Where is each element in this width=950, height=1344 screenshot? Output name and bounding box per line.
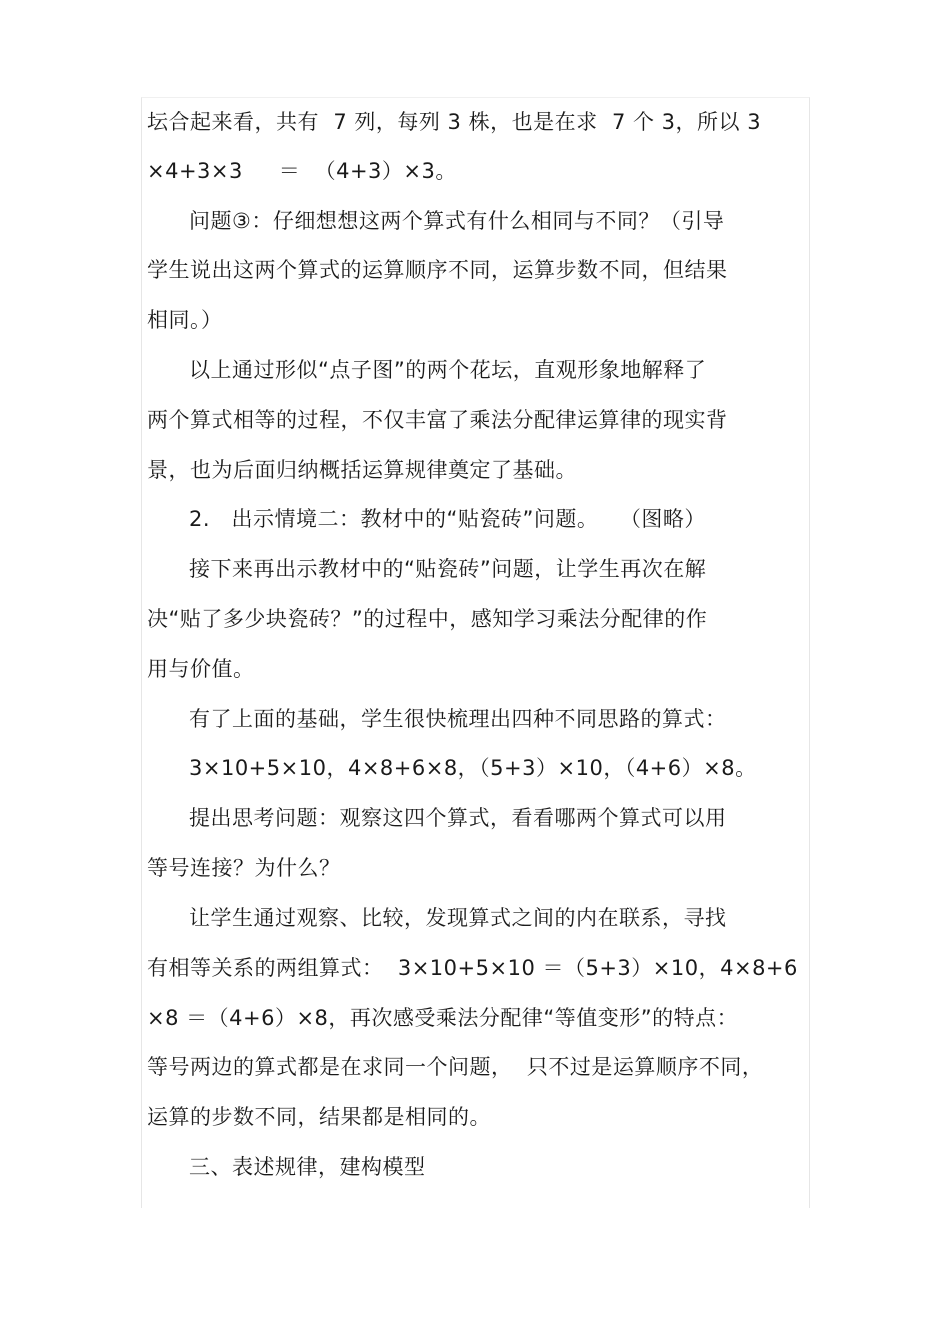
text-line: 有了上面的基础，学生很快梳理出四种不同思路的算式： bbox=[189, 707, 727, 731]
text-line: 相同。） bbox=[147, 308, 223, 332]
text-line: ×8 ＝（4+6）×8，再次感受乘法分配律“等值变形”的特点： bbox=[147, 1006, 739, 1030]
text-line: 两个算式相等的过程，不仅丰富了乘法分配律运算律的现实背 bbox=[147, 408, 728, 432]
text-line: 问题③：仔细想想这两个算式有什么相同与不同？（引导 bbox=[189, 209, 725, 233]
text-line: 运算的步数不同，结果都是相同的。 bbox=[147, 1105, 491, 1129]
section-item-2: 2. 出示情境二：教材中的“贴瓷砖”问题。 （图略） bbox=[189, 507, 706, 531]
text-line: 用与价值。 bbox=[147, 657, 255, 681]
text-line: 接下来再出示教材中的“贴瓷砖”问题，让学生再次在解 bbox=[189, 557, 707, 581]
text-line: 决“贴了多少块瓷砖？”的过程中，感知学习乘法分配律的作 bbox=[147, 607, 708, 631]
text-line: 有相等关系的两组算式： 3×10+5×10 ＝（5+3）×10，4×8+6 bbox=[147, 956, 798, 980]
formula-line: 3×10+5×10，4×8+6×8，（5+3）×10，（4+6）×8。 bbox=[189, 756, 757, 780]
text-line: 等号两边的算式都是在求同一个问题， 只不过是运算顺序不同， bbox=[147, 1055, 764, 1079]
section-heading: 三、表述规律，建构模型 bbox=[189, 1155, 426, 1179]
text-line: 景，也为后面归纳概括运算规律奠定了基础。 bbox=[147, 458, 577, 482]
text-line: ×4+3×3 ＝ （4+3）×3。 bbox=[147, 159, 457, 183]
text-line: 等号连接？为什么？ bbox=[147, 856, 341, 880]
text-line: 提出思考问题：观察这四个算式，看看哪两个算式可以用 bbox=[189, 806, 727, 830]
text-line: 让学生通过观察、比较，发现算式之间的内在联系，寻找 bbox=[189, 906, 727, 930]
text-line: 以上通过形似“点子图”的两个花坛，直观形象地解释了 bbox=[189, 358, 707, 382]
text-line: 学生说出这两个算式的运算顺序不同，运算步数不同，但结果 bbox=[147, 258, 728, 282]
text-line: 坛合起来看，共有 7 列，每列 3 株，也是在求 7 个 3，所以 3 bbox=[147, 110, 762, 134]
